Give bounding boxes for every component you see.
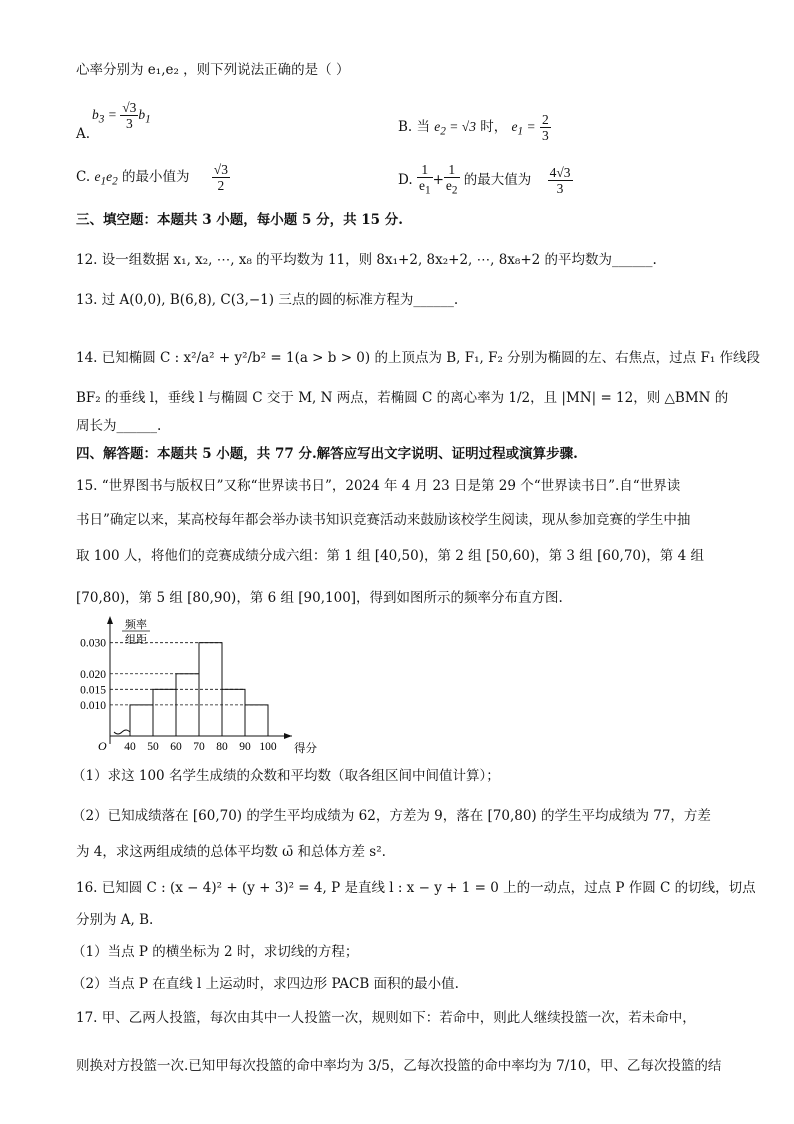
section-3-heading: 三、填空题：本题共 3 小题，每小题 5 分，共 15 分. [76, 212, 403, 228]
question-15-line-4: [70,80)，第 5 组 [80,90)，第 6 组 [90,100]，得到如图所示的频率分布直方图. [76, 590, 563, 606]
question-15-line-2: 书日”确定以来，某高校每年都会举办读书知识竞赛活动来鼓励该校学生阅读，现从参加竞赛的学生中抽 [76, 512, 691, 528]
x-tick-label: 80 [216, 741, 228, 753]
histogram-bar [222, 689, 245, 736]
axis-break-mark [114, 730, 130, 734]
question-16-line-2: 分别为 A, B. [76, 912, 154, 928]
q11-stem: 心率分别为 e₁,e₂ ，则下列说法正确的是（ ） [76, 62, 350, 78]
histogram-bar [245, 705, 268, 736]
x-tick-label: 70 [193, 741, 205, 753]
question-16-line-1: 16. 已知圆 C : (x − 4)² + (y + 3)² = 4, P 是直线 l : x − y + 1 = 0 上的一动点，过点 P 作圆 C 的切线，切点 [76, 880, 756, 896]
origin-label: O [98, 739, 107, 753]
histogram-bar [153, 689, 176, 736]
question-16-part-1: （1）当点 P 的横坐标为 2 时，求切线的方程； [72, 944, 359, 960]
y-tick-label: 0.015 [80, 684, 106, 697]
question-14-line-1: 14. 已知椭圆 C : x²/a² + y²/b² = 1(a > b > 0) 的上顶点为 B, F₁, F₂ 分别为椭圆的左、右焦点，过点 F₁ 作线段 [76, 350, 761, 366]
question-15-part-1: （1）求这 100 名学生成绩的众数和平均数（取各组区间中间值计算）； [72, 768, 500, 784]
q11-option-b: B. 当 $e_2 = √3$ 时， $e_1$ = $\frac{2}{3}$ [398, 112, 549, 143]
question-14-line-2: BF₂ 的垂线 l，垂线 l 与椭圆 C 交于 M, N 两点，若椭圆 C 的离心率为 1/2，且 |MN| = 12，则 △BMN 的 [76, 390, 729, 406]
question-16-part-2: （2）当点 P 在直线 l 上运动时，求四边形 PACB 面积的最小值. [72, 976, 459, 992]
x-axis-arrow [284, 733, 292, 739]
question-15-line-1: 15. “世界图书与版权日”又称“世界读书日”，2024 年 4 月 23 日是第 29 个“世界读书日”.自“世界读 [76, 478, 681, 494]
x-tick-label: 50 [147, 741, 159, 753]
q11-option-d: D. $\frac{1}{e_1}$ + $\frac{1}{e_2}$ 的最大值为 $\frac{4√3}{3}$ [398, 162, 571, 197]
question-12: 12. 设一组数据 x₁, x₂, ⋯, x₈ 的平均数为 11，则 8x₁+2, 8x₂+2, ⋯, 8x₈+2 的平均数为______. [76, 252, 657, 268]
x-tick-label: 100 [259, 741, 277, 753]
section-4-heading: 四、解答题：本题共 5 小题，共 77 分.解答应写出文字说明、证明过程或演算步骤. [76, 446, 578, 462]
y-axis-arrow [107, 616, 113, 624]
q11-option-a: $b_3$ = $\frac{√3}{3}$ $b_1$ [92, 100, 151, 131]
y-tick-label: 0.030 [80, 637, 106, 650]
y-tick-label: 0.010 [80, 699, 106, 712]
question-17-line-1: 17. 甲、乙两人投篮，每次由其中一人投篮一次，规则如下：若命中，则此人继续投篮一次，若未命中， [76, 1010, 696, 1026]
x-tick-label: 90 [239, 741, 251, 753]
question-15-part-2-line-2: 为 4，求这两组成绩的总体平均数 ω̄ 和总体方差 s². [76, 844, 386, 860]
question-13: 13. 过 A(0,0), B(6,8), C(3,−1) 三点的圆的标准方程为______. [76, 292, 459, 308]
y-tick-label: 0.020 [80, 668, 106, 681]
question-15-line-3: 取 100 人，将他们的竞赛成绩分成六组：第 1 组 [40,50)，第 2 组 [50,60)，第 3 组 [60,70)，第 4 组 [76, 548, 704, 564]
x-tick-label: 60 [170, 741, 182, 753]
q11-option-c: C. $e_1e_2$ 的最小值为 $\frac{√3}{2}$ [76, 162, 228, 193]
x-axis-label: 得分 [294, 743, 317, 755]
question-15-part-2-line-1: （2）已知成绩落在 [60,70) 的学生平均成绩为 62，方差为 9，落在 [70,80) 的学生平均成绩为 77，方差 [72, 808, 711, 824]
question-14-line-3: 周长为______. [76, 418, 162, 434]
q11-option-a-label: A. [76, 126, 91, 142]
frequency-histogram [70, 612, 330, 756]
question-17-line-2: 则换对方投篮一次.已知甲每次投篮的命中率均为 3/5，乙每次投篮的命中率均为 7/10，甲、乙每次投篮的结 [76, 1058, 722, 1074]
y-axis-label-bottom: 组距 [125, 634, 147, 646]
y-axis-label-top: 频率 [125, 619, 147, 631]
histogram-bar [130, 705, 153, 736]
x-tick-label: 40 [124, 741, 136, 753]
